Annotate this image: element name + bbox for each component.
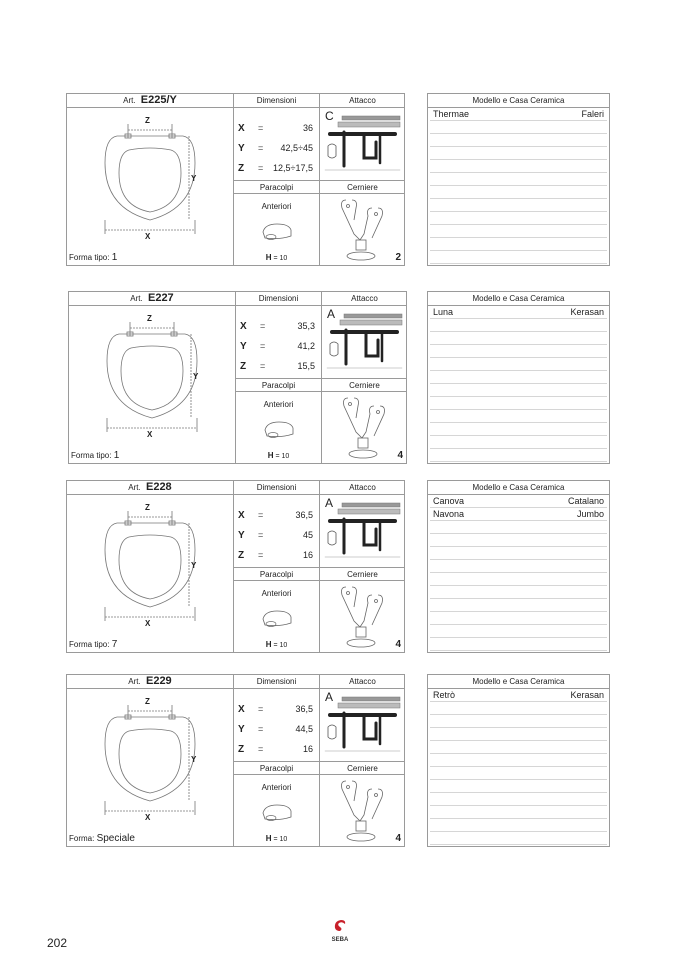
cerniere-header: Cerniere xyxy=(320,761,405,775)
attacco-header: Attacco xyxy=(320,481,405,495)
empty-model-row xyxy=(430,625,607,638)
paracolpi-type: Anteriori xyxy=(261,589,292,598)
dimension-equals: = xyxy=(258,724,264,734)
bumper-height-value: = 10 xyxy=(273,255,288,262)
empty-model-row xyxy=(430,410,607,423)
dimension-value: 36,5 xyxy=(295,510,313,520)
bumper-height-label: H xyxy=(265,253,272,262)
empty-model-row xyxy=(430,238,607,251)
seat-outline-drawing xyxy=(69,306,236,446)
dimension-equals: = xyxy=(258,550,264,560)
empty-model-row xyxy=(430,560,607,573)
empty-model-row xyxy=(430,638,607,651)
attacco-panel xyxy=(320,481,405,652)
shape-type-label: Forma tipo: xyxy=(69,640,110,649)
paracolpi-type: Anteriori xyxy=(263,400,294,409)
bumper-image xyxy=(257,801,297,828)
model-name: Navona xyxy=(433,509,465,519)
art-label: Art. xyxy=(128,677,141,686)
product-card xyxy=(66,93,405,266)
empty-model-row xyxy=(430,793,607,806)
paracolpi-type: Anteriori xyxy=(261,783,292,792)
product-code: E228 xyxy=(145,481,172,493)
dimension-value: 35,3 xyxy=(297,321,315,331)
empty-model-row xyxy=(430,397,607,410)
empty-model-row xyxy=(430,702,607,715)
dimension-row xyxy=(238,143,313,157)
bumper-height-value: = 10 xyxy=(273,642,288,649)
product-card xyxy=(66,480,405,653)
dimensions-panel xyxy=(234,481,320,652)
empty-model-row xyxy=(430,715,607,728)
axis-y-label: Y xyxy=(193,372,199,381)
art-label: Art. xyxy=(128,483,141,492)
shape-type-value: 1 xyxy=(111,252,118,263)
brand-swirl-icon xyxy=(332,918,348,932)
shape-type xyxy=(69,639,117,650)
empty-model-row xyxy=(430,819,607,832)
dimension-equals: = xyxy=(258,123,264,133)
cerniere-header: Cerniere xyxy=(322,378,407,392)
empty-model-row xyxy=(430,332,607,345)
models-header: Modello e Casa Ceramica xyxy=(428,675,609,689)
empty-model-row xyxy=(430,599,607,612)
hinge-number: 2 xyxy=(395,252,401,263)
model-name: Luna xyxy=(433,307,454,317)
paracolpi-header: Paracolpi xyxy=(236,378,321,392)
dimension-label: Z xyxy=(238,744,245,755)
empty-model-row xyxy=(430,728,607,741)
shape-type xyxy=(69,252,117,263)
bumper-drawing xyxy=(257,607,297,629)
attacco-panel xyxy=(320,94,405,265)
hinge-number: 4 xyxy=(397,450,403,461)
dimension-equals: = xyxy=(258,163,264,173)
hinge-image xyxy=(332,775,392,852)
product-code: E229 xyxy=(145,675,172,687)
empty-model-row xyxy=(430,371,607,384)
model-name: Thermae xyxy=(433,109,470,119)
product-code: E227 xyxy=(147,292,174,304)
models-header: Modello e Casa Ceramica xyxy=(428,292,609,306)
dimension-row xyxy=(238,123,313,137)
bumper-image xyxy=(257,607,297,634)
shape-type-label: Forma tipo: xyxy=(69,253,110,262)
dimension-label: Z xyxy=(238,163,245,174)
bumper-drawing xyxy=(257,801,297,823)
dimension-label: X xyxy=(240,321,247,332)
hinge-drawing xyxy=(332,581,392,653)
art-label: Art. xyxy=(123,96,136,105)
empty-model-row xyxy=(430,449,607,462)
dimension-value: 36,5 xyxy=(295,704,313,714)
bumper-drawing xyxy=(257,220,297,242)
empty-model-row xyxy=(430,754,607,767)
attacco-header: Attacco xyxy=(320,94,405,108)
hinge-drawing xyxy=(332,194,392,266)
empty-model-row xyxy=(430,251,607,264)
models-table xyxy=(427,480,610,653)
model-name: Canova xyxy=(433,496,465,506)
model-row xyxy=(430,495,607,508)
dimension-row xyxy=(238,724,313,738)
paracolpi-header: Paracolpi xyxy=(234,567,319,581)
bumper-height-label: H xyxy=(267,451,274,460)
models-header: Modello e Casa Ceramica xyxy=(428,94,609,108)
empty-model-row xyxy=(430,160,607,173)
dimension-equals: = xyxy=(260,341,266,351)
dimension-value: 41,2 xyxy=(297,341,315,351)
cerniere-header: Cerniere xyxy=(320,180,405,194)
model-brand: Kerasan xyxy=(570,690,604,700)
axis-y-label: Y xyxy=(191,755,197,764)
empty-model-row xyxy=(430,345,607,358)
attacco-image xyxy=(320,495,405,570)
dimension-label: Y xyxy=(238,724,245,735)
axis-z-label: Z xyxy=(145,697,150,706)
attacco-fixing-drawing xyxy=(320,108,405,178)
page-number: 202 xyxy=(47,936,68,950)
bumper-height xyxy=(234,253,319,262)
product-card xyxy=(68,291,407,464)
empty-model-row xyxy=(430,319,607,332)
product-title xyxy=(69,292,235,306)
models-table xyxy=(427,291,610,464)
empty-model-row xyxy=(430,173,607,186)
dimension-label: Y xyxy=(240,341,247,352)
dimension-row xyxy=(238,510,313,524)
dimensions-panel xyxy=(234,94,320,265)
axis-y-label: Y xyxy=(191,561,197,570)
hinge-drawing xyxy=(332,775,392,847)
seat-drawing-area xyxy=(67,495,234,635)
dimensions-header: Dimensioni xyxy=(234,675,319,689)
seat-outline-drawing xyxy=(67,495,234,635)
shape-type xyxy=(71,450,119,461)
dimension-value: 45 xyxy=(302,530,313,540)
axis-z-label: Z xyxy=(145,116,150,125)
dimension-row xyxy=(238,163,313,177)
dimension-row xyxy=(238,744,313,758)
model-brand: Kerasan xyxy=(570,307,604,317)
bumper-height-label: H xyxy=(265,640,272,649)
paracolpi-header: Paracolpi xyxy=(234,180,319,194)
model-brand: Faleri xyxy=(581,109,604,119)
model-row xyxy=(430,508,607,521)
dimension-row xyxy=(240,321,315,335)
models-table xyxy=(427,674,610,847)
empty-model-row xyxy=(430,612,607,625)
hinge-image xyxy=(334,392,394,469)
empty-model-row xyxy=(430,358,607,371)
dimension-equals: = xyxy=(258,510,264,520)
model-row xyxy=(430,689,607,702)
product-title xyxy=(67,94,233,108)
paracolpi-header: Paracolpi xyxy=(234,761,319,775)
empty-model-row xyxy=(430,547,607,560)
bumper-image xyxy=(259,418,299,445)
empty-model-row xyxy=(430,147,607,160)
empty-model-row xyxy=(430,586,607,599)
shape-type xyxy=(69,833,135,844)
dimension-label: X xyxy=(238,704,245,715)
dimensions-panel xyxy=(236,292,322,463)
dimension-value: 16 xyxy=(302,550,313,560)
empty-model-row xyxy=(430,225,607,238)
empty-model-row xyxy=(430,436,607,449)
attacco-header: Attacco xyxy=(320,675,405,689)
dimension-value: 42,5÷45 xyxy=(280,143,313,153)
seat-drawing-area xyxy=(67,689,234,829)
cerniere-header: Cerniere xyxy=(320,567,405,581)
hinge-image xyxy=(332,194,392,271)
empty-model-row xyxy=(430,212,607,225)
attacco-panel xyxy=(322,292,407,463)
dimensions-header: Dimensioni xyxy=(234,94,319,108)
brand-logo xyxy=(328,918,352,943)
model-row xyxy=(430,108,607,121)
product-title xyxy=(67,675,233,689)
empty-model-row xyxy=(430,121,607,134)
seat-outline-drawing xyxy=(67,689,234,829)
dimension-equals: = xyxy=(258,744,264,754)
dimension-row xyxy=(240,361,315,375)
dimension-label: Y xyxy=(238,143,245,154)
attacco-letter: C xyxy=(325,109,334,123)
bumper-height xyxy=(236,451,321,460)
empty-model-row xyxy=(430,521,607,534)
dimension-row xyxy=(238,550,313,564)
axis-x-label: X xyxy=(145,619,151,628)
empty-model-row xyxy=(430,767,607,780)
dimension-value: 44,5 xyxy=(295,724,313,734)
attacco-fixing-drawing xyxy=(320,689,405,759)
dimension-value: 12,5÷17,5 xyxy=(273,163,313,173)
axis-x-label: X xyxy=(145,232,151,241)
empty-model-row xyxy=(430,199,607,212)
dimension-value: 36 xyxy=(302,123,313,133)
product-shape-panel xyxy=(67,94,234,265)
dimensions-header: Dimensioni xyxy=(236,292,321,306)
bumper-height-value: = 10 xyxy=(273,836,288,843)
product-title xyxy=(67,481,233,495)
empty-model-row xyxy=(430,741,607,754)
attacco-header: Attacco xyxy=(322,292,407,306)
dimension-label: Z xyxy=(240,361,247,372)
empty-model-row xyxy=(430,186,607,199)
empty-model-row xyxy=(430,806,607,819)
hinge-number: 4 xyxy=(395,639,401,650)
dimensions-header: Dimensioni xyxy=(234,481,319,495)
bumper-height xyxy=(234,834,319,843)
attacco-letter: A xyxy=(325,496,334,510)
seat-outline-drawing xyxy=(67,108,234,248)
empty-model-row xyxy=(430,134,607,147)
art-label: Art. xyxy=(130,294,143,303)
attacco-panel xyxy=(320,675,405,846)
empty-model-row xyxy=(430,534,607,547)
seat-drawing-area xyxy=(67,108,234,248)
bumper-image xyxy=(257,220,297,247)
axis-x-label: X xyxy=(147,430,153,439)
bumper-height-value: = 10 xyxy=(275,453,290,460)
shape-type-value: 1 xyxy=(113,450,120,461)
shape-type-value: Speciale xyxy=(96,833,135,844)
hinge-image xyxy=(332,581,392,658)
bumper-drawing xyxy=(259,418,299,440)
bumper-height-label: H xyxy=(265,834,272,843)
hinge-drawing xyxy=(334,392,394,464)
model-brand: Jumbo xyxy=(576,509,604,519)
seat-drawing-area xyxy=(69,306,236,446)
dimension-value: 15,5 xyxy=(297,361,315,371)
attacco-image xyxy=(320,689,405,764)
product-code: E225/Y xyxy=(140,94,177,106)
attacco-letter: A xyxy=(327,307,336,321)
model-brand: Catalano xyxy=(567,496,604,506)
bumper-height xyxy=(234,640,319,649)
attacco-letter: A xyxy=(325,690,334,704)
brand-name: SEBA xyxy=(331,937,349,943)
hinge-number: 4 xyxy=(395,833,401,844)
dimension-value: 16 xyxy=(302,744,313,754)
axis-z-label: Z xyxy=(145,503,150,512)
product-shape-panel xyxy=(69,292,236,463)
dimension-equals: = xyxy=(260,321,266,331)
axis-z-label: Z xyxy=(147,314,152,323)
model-row xyxy=(430,306,607,319)
models-header: Modello e Casa Ceramica xyxy=(428,481,609,495)
product-shape-panel xyxy=(67,481,234,652)
empty-model-row xyxy=(430,423,607,436)
axis-x-label: X xyxy=(145,813,151,822)
dimension-label: X xyxy=(238,510,245,521)
paracolpi-type: Anteriori xyxy=(261,202,292,211)
attacco-fixing-drawing xyxy=(320,495,405,565)
dimension-label: X xyxy=(238,123,245,134)
dimension-equals: = xyxy=(258,530,264,540)
dimension-equals: = xyxy=(260,361,266,371)
axis-y-label: Y xyxy=(191,174,197,183)
dimension-equals: = xyxy=(258,704,264,714)
shape-type-label: Forma: xyxy=(69,834,95,843)
attacco-image xyxy=(322,306,407,381)
attacco-image xyxy=(320,108,405,183)
dimensions-panel xyxy=(234,675,320,846)
dimension-label: Y xyxy=(238,530,245,541)
empty-model-row xyxy=(430,780,607,793)
product-card xyxy=(66,674,405,847)
empty-model-row xyxy=(430,832,607,845)
dimension-row xyxy=(238,530,313,544)
empty-model-row xyxy=(430,384,607,397)
dimension-equals: = xyxy=(258,143,264,153)
shape-type-label: Forma tipo: xyxy=(71,451,112,460)
dimension-row xyxy=(238,704,313,718)
dimension-label: Z xyxy=(238,550,245,561)
shape-type-value: 7 xyxy=(111,639,118,650)
dimension-row xyxy=(240,341,315,355)
models-table xyxy=(427,93,610,266)
attacco-fixing-drawing xyxy=(322,306,407,376)
empty-model-row xyxy=(430,573,607,586)
model-name: Retrò xyxy=(433,690,456,700)
product-shape-panel xyxy=(67,675,234,846)
